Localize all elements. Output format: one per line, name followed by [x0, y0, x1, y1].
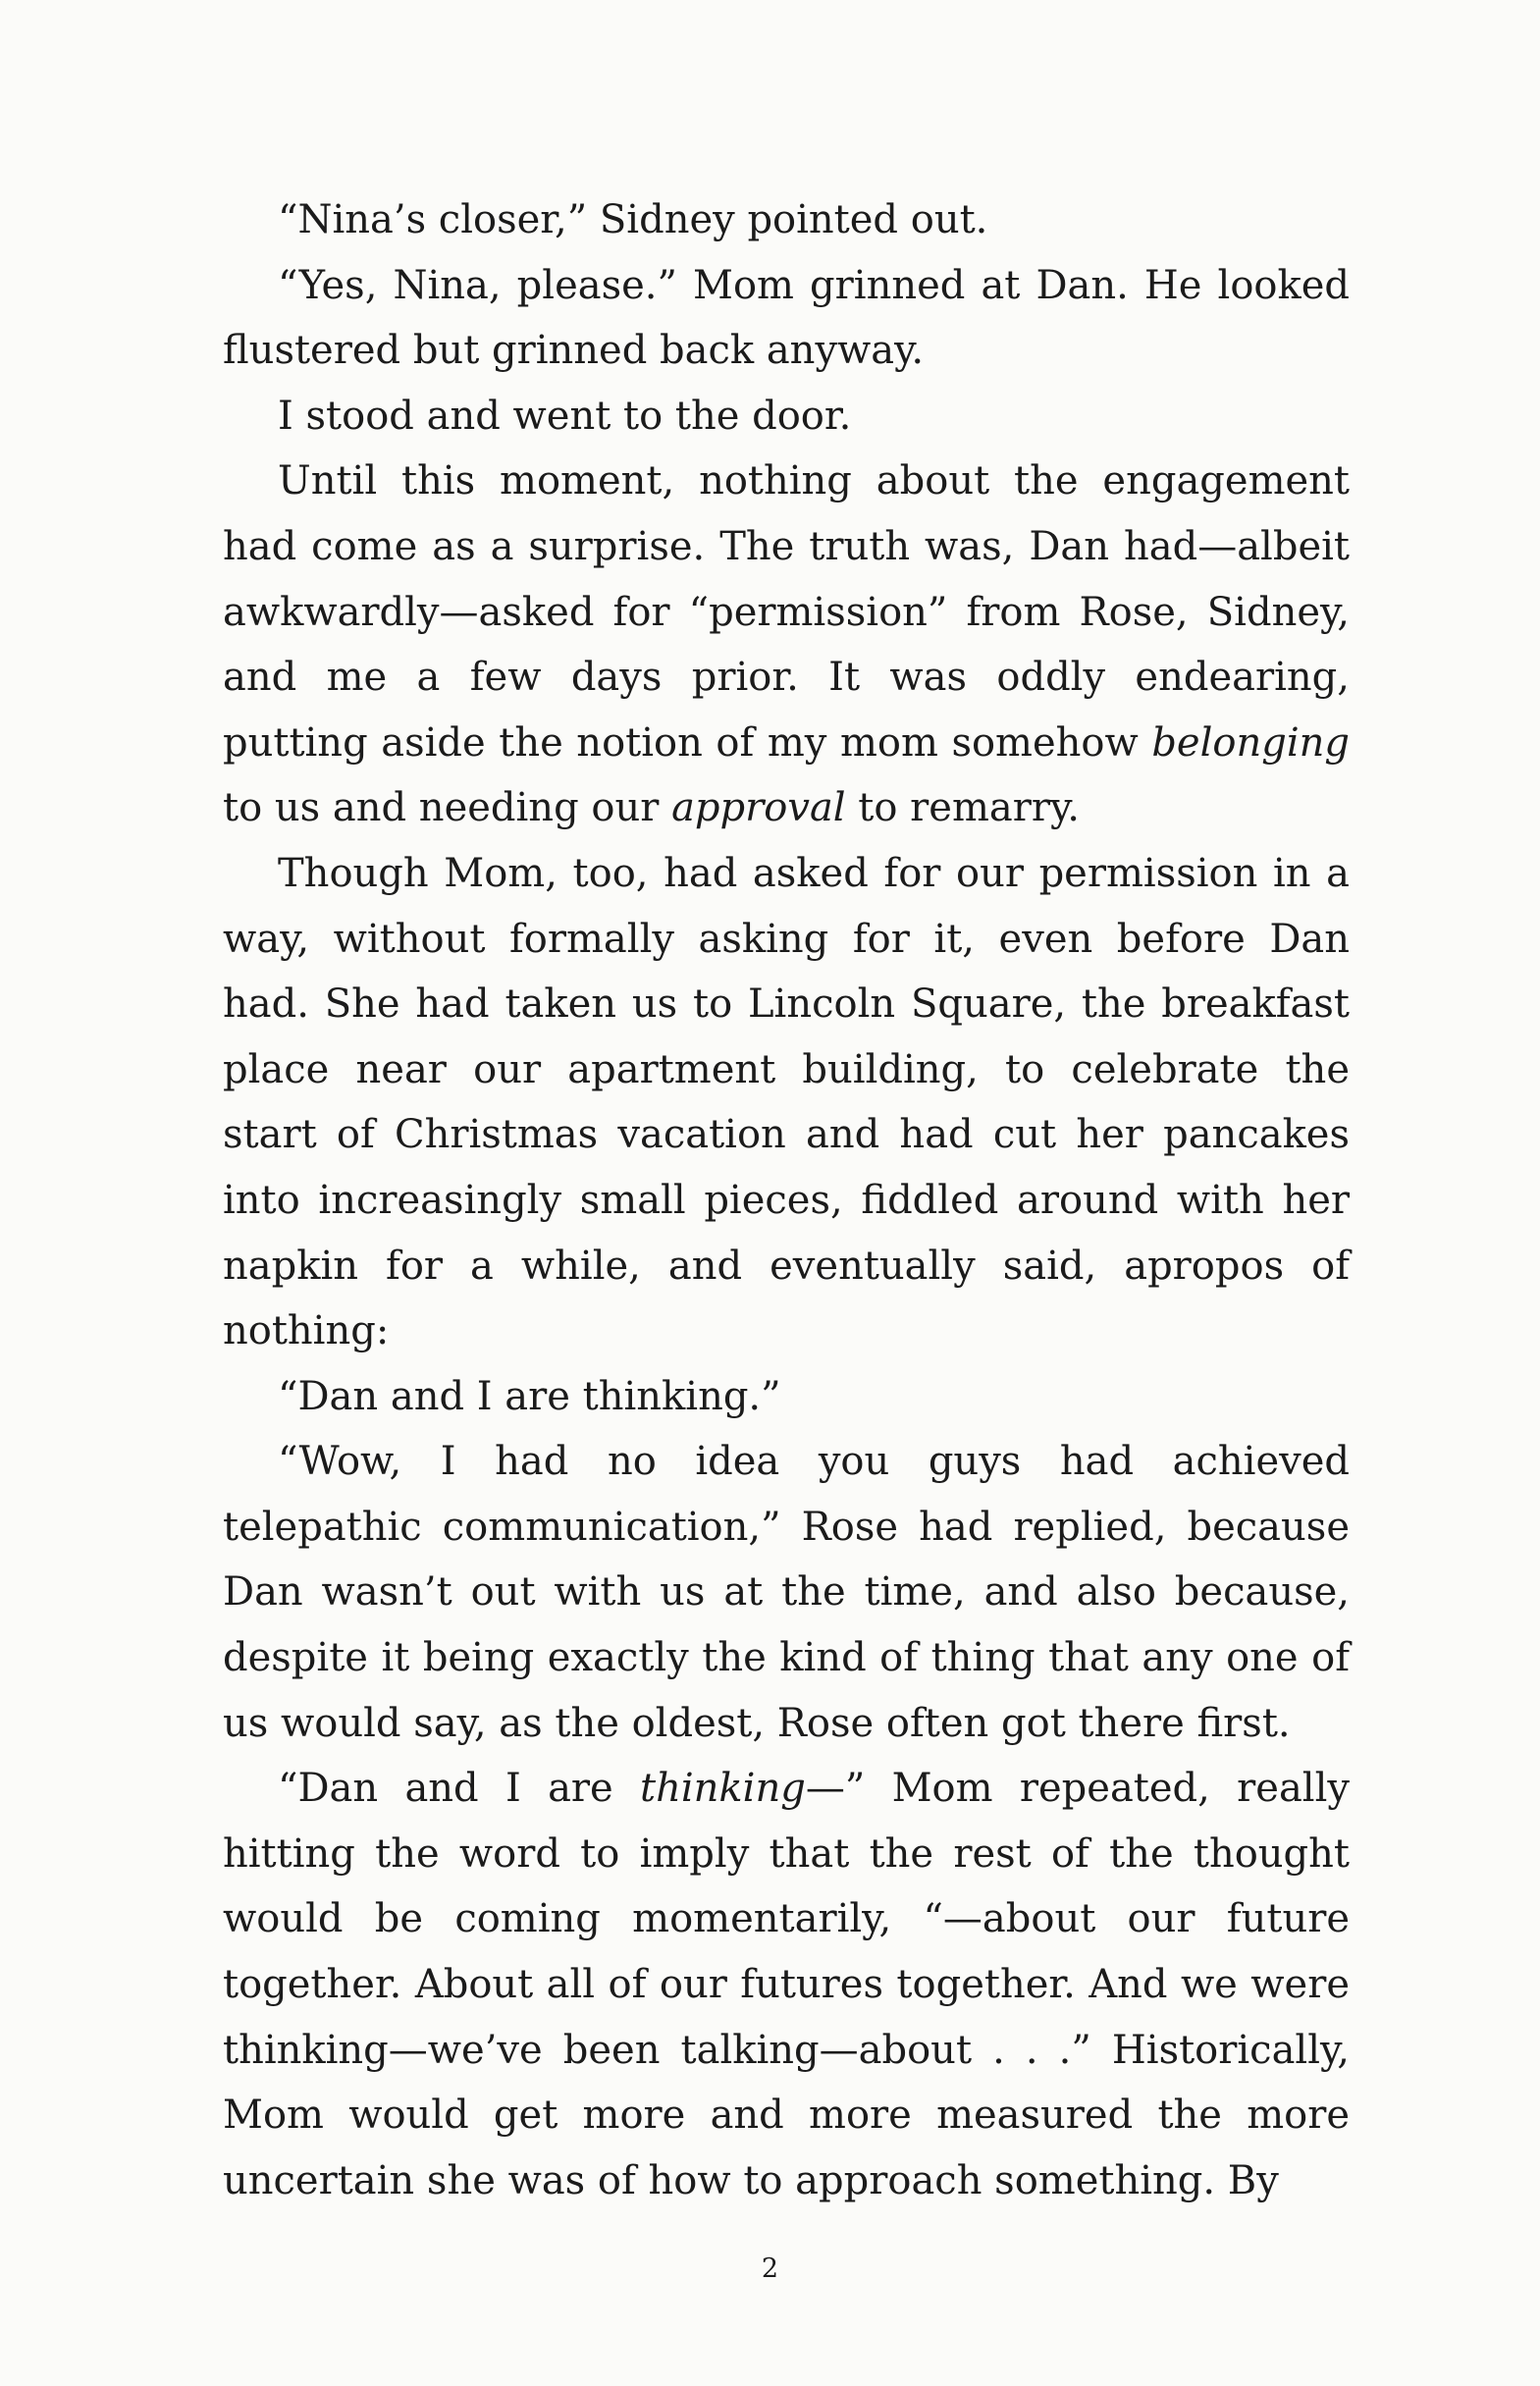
body-text	[223, 187, 1350, 2213]
text-run: “Dan and I are thinking.”	[278, 1373, 781, 1419]
italic-text: approval	[671, 785, 846, 831]
italic-text: thinking	[640, 1766, 806, 1812]
text-run: “Nina’s closer,” Sidney pointed out.	[278, 197, 988, 242]
italic-text: belonging	[1151, 719, 1350, 766]
text-run: to remarry.	[845, 785, 1080, 831]
paragraph	[223, 1429, 1350, 1756]
page-number: 2	[761, 2253, 779, 2284]
paragraph	[223, 187, 1350, 253]
text-run: Though Mom, too, had asked for our permission in a way, without formally asking for it, even before Dan had. She had taken us to Lincoln Square, the breakfast place near our apartment building, to celebrate the start of Christmas vacation and had cut her pancakes into increasingly small pieces, fiddled around with her napkin for a while, and eventually said, apropos of nothing:	[223, 850, 1350, 1354]
text-run: “Dan and I are	[278, 1766, 641, 1812]
text-run: Until this moment, nothing about the engagement had come as a surprise. The truth was, Dan had—albeit awkwardly—asked for “permission” from Rose, Sidney, and me a few days prior. It was oddly endearing, putting aside the notion of my mom somehow	[223, 458, 1350, 766]
text-run: —” Mom repeated, really hitting the word to imply that the rest of the thought would be coming momentarily, “—about our future together. About all of our futures together. And we were thinking—we’ve been talking—about . . .” Historically, Mom would get more and more measured the more uncertain she was of how to approach something. By	[223, 1766, 1350, 2203]
paragraph	[223, 1756, 1350, 2213]
paragraph	[223, 1364, 1350, 1430]
paragraph	[223, 253, 1350, 384]
text-run: I stood and went to the door.	[278, 393, 852, 439]
text-run: “Wow, I had no idea you guys had achieved telepathic communication,” Rose had replied, because Dan wasn’t out with us at the time, and also because, despite it being exactly the kind of thing that any one of us would say, as the oldest, Rose often got there first.	[223, 1439, 1350, 1746]
text-run: to us and needing our	[223, 785, 672, 831]
paragraph	[223, 841, 1350, 1364]
text-run: “Yes, Nina, please.” Mom grinned at Dan. He looked flustered but grinned back anyway.	[223, 262, 1350, 374]
paragraph	[223, 384, 1350, 450]
paragraph	[223, 449, 1350, 841]
